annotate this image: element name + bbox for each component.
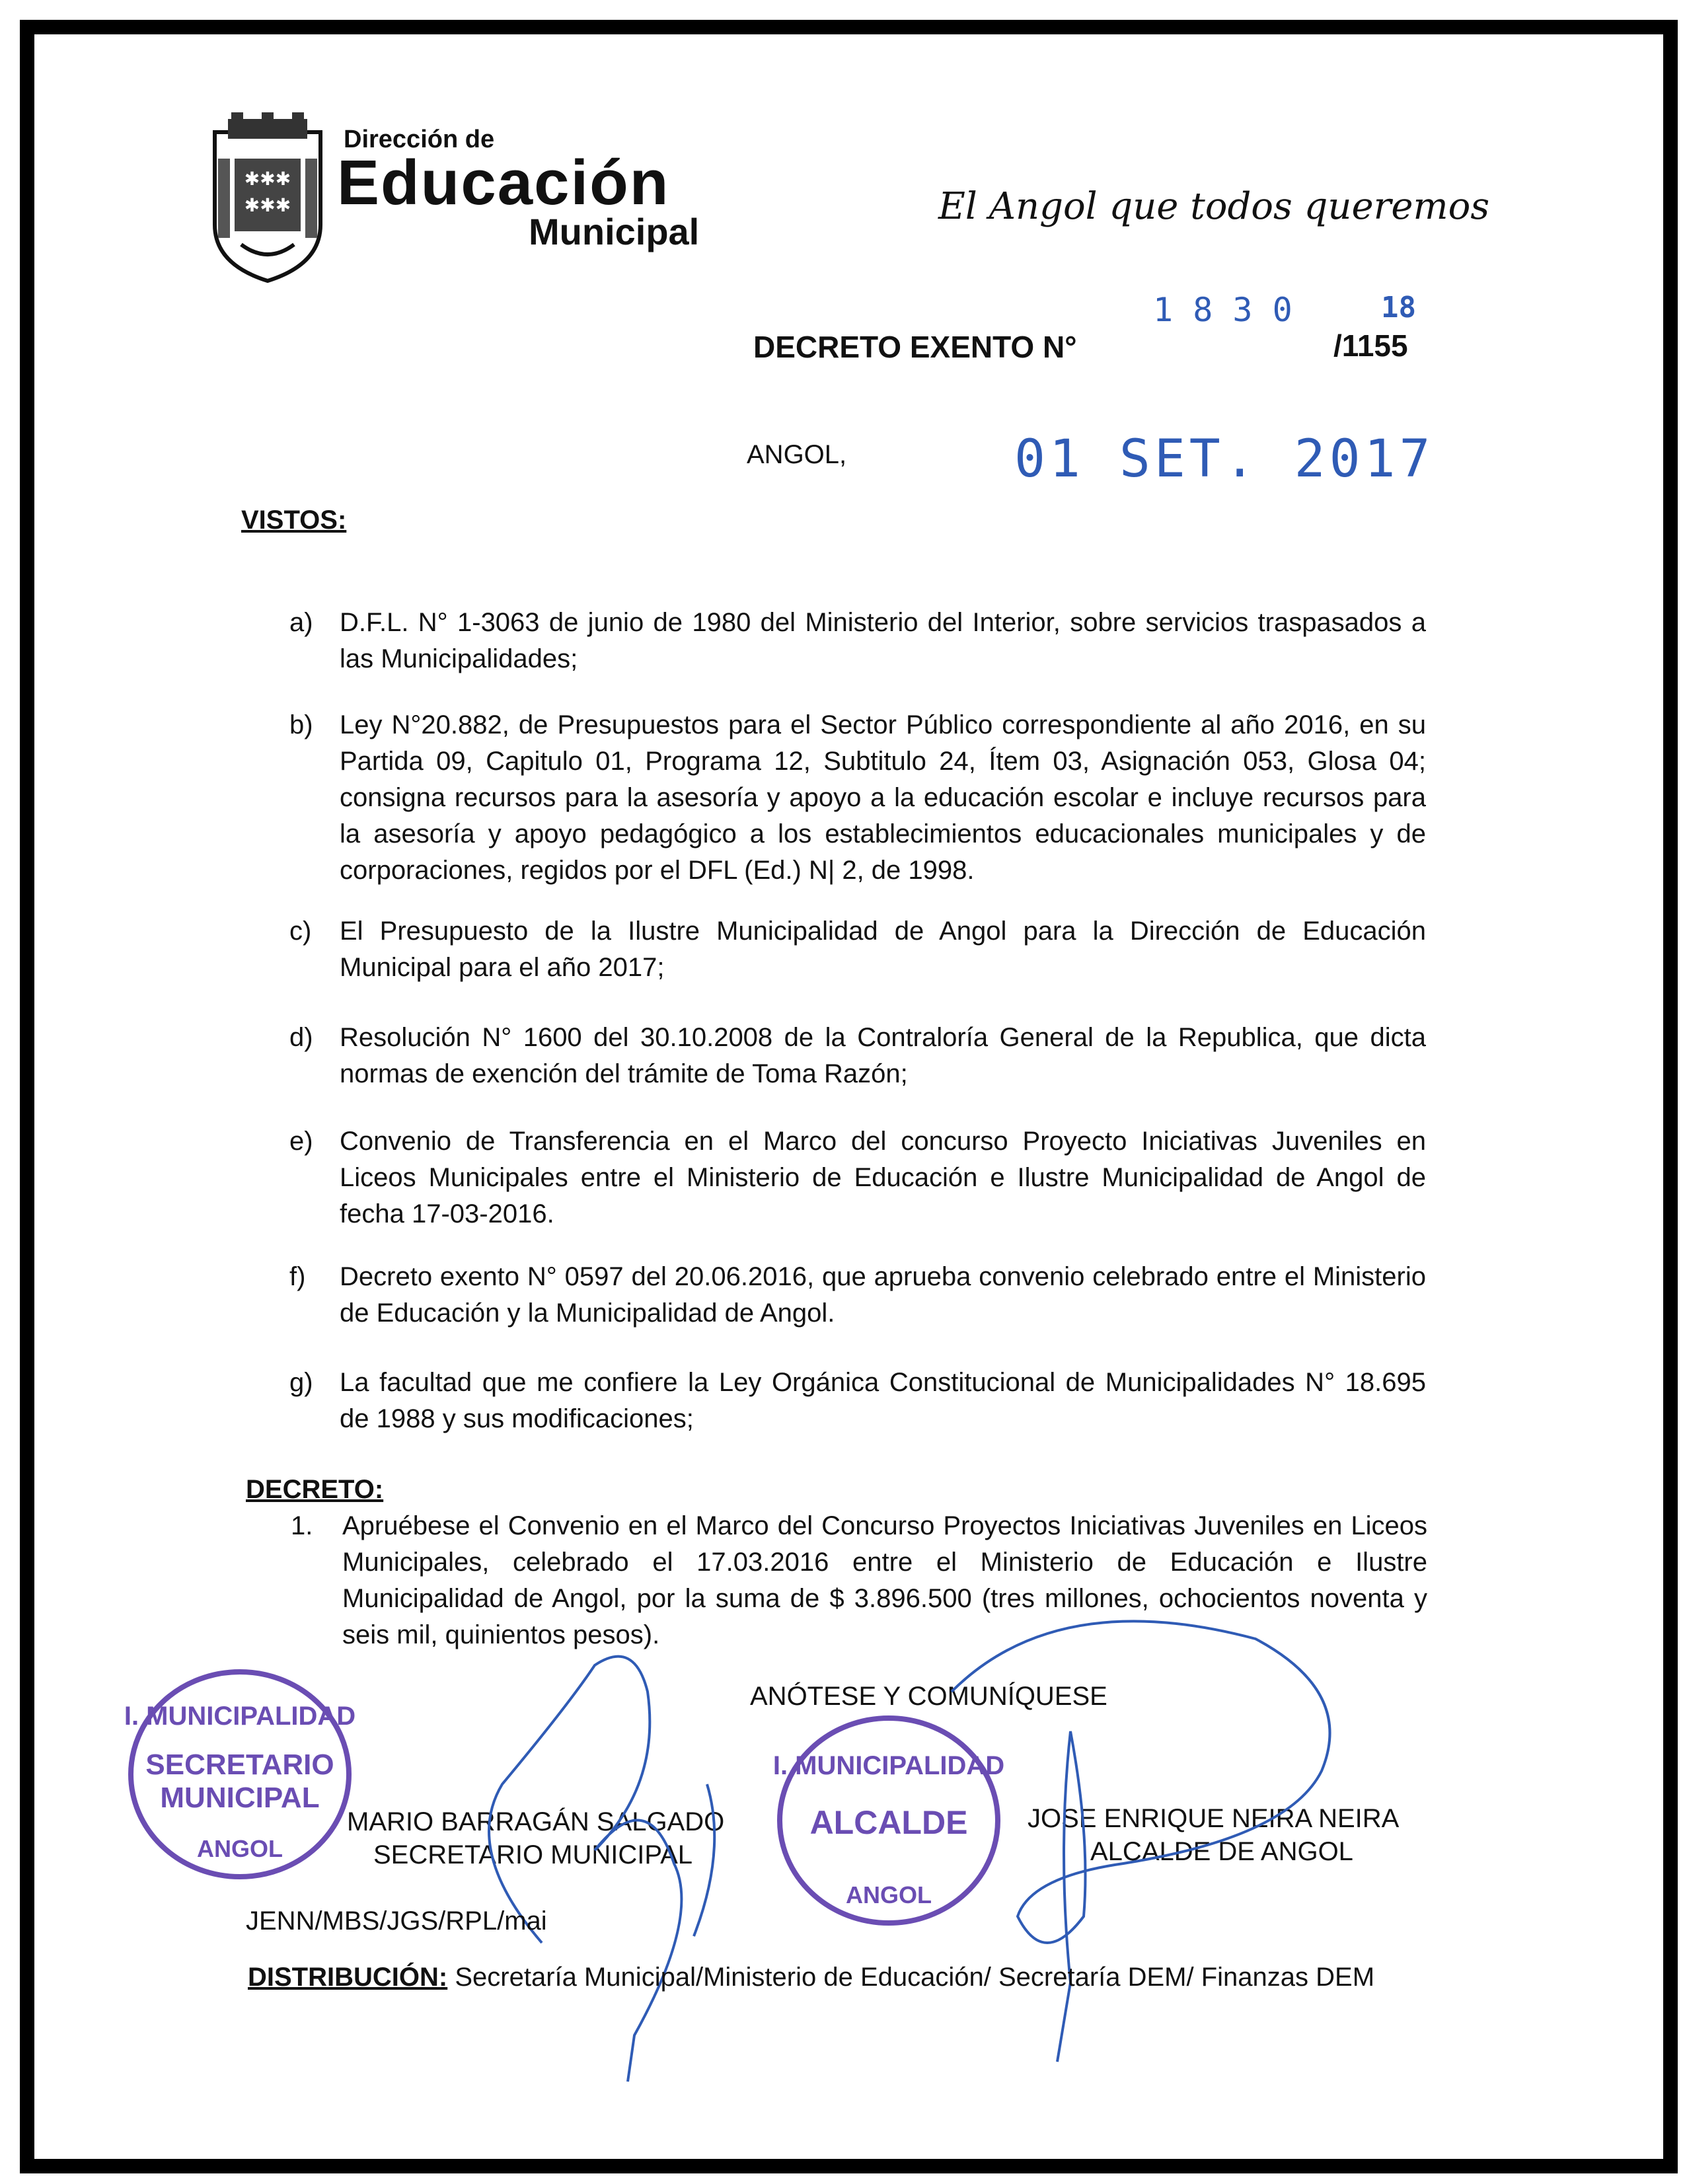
- item-text: El Presupuesto de la Ilustre Municipalidad de Angol para la Dirección de Educación Municipal para el año 2017;: [340, 917, 1426, 982]
- seal-mid-text: ALCALDE: [809, 1804, 968, 1841]
- date-stamp: 01 SET. 2017: [1014, 430, 1435, 489]
- seal-mid-text-1: SECRETARIO: [145, 1749, 334, 1781]
- vistos-item-d: [289, 1020, 1426, 1092]
- item-letter: e): [289, 1127, 313, 1156]
- svg-text:✱✱✱: ✱✱✱: [244, 194, 291, 216]
- logo-line-3: Municipal: [529, 211, 700, 252]
- left-signatory-name: MARIO BARRAGÁN SALGADO: [347, 1807, 725, 1836]
- svg-text:✱✱✱: ✱✱✱: [244, 168, 291, 190]
- item-letter: c): [289, 917, 312, 946]
- item-letter: d): [289, 1023, 313, 1052]
- vistos-item-g: [289, 1365, 1426, 1437]
- decree-title: DECRETO EXENTO N°: [753, 330, 1077, 364]
- seal-bottom-text: ANGOL: [197, 1835, 283, 1862]
- vistos-item-b: [289, 707, 1426, 889]
- vistos-item-e: [289, 1123, 1426, 1232]
- logo-line-1: Dirección de: [344, 126, 495, 153]
- item-letter: b): [289, 710, 313, 739]
- logo-line-2: Educación: [337, 147, 670, 218]
- stamped-number: 1 8 3 0: [1153, 291, 1292, 329]
- right-signatory-title: ALCALDE DE ANGOL: [1090, 1837, 1353, 1866]
- seal-top-text: I. MUNICIPALIDAD: [773, 1751, 1004, 1780]
- item-text: Apruébese el Convenio en el Marco del Concurso Proyectos Iniciativas Juveniles en Liceos Municipales, celebrado el 17.03.2016 entre el Ministerio de Educación e Ilustre Municipalidad de Angol, por la suma de $ 3.896.500 (tres millones, ochocientos noventa y seis mil, quinientos pesos).: [342, 1511, 1427, 1649]
- coat-of-arms-logo: [202, 112, 334, 284]
- item-text: Decreto exento N° 0597 del 20.06.2016, que aprueba convenio celebrado entre el Ministerio de Educación y la Municipalidad de Angol.: [340, 1262, 1426, 1328]
- slogan: El Angol que todos queremos: [938, 185, 1490, 228]
- vistos-heading: VISTOS:: [241, 506, 347, 535]
- alcalde-seal: [773, 1712, 1004, 1930]
- decreto-heading: DECRETO:: [246, 1475, 384, 1504]
- item-letter: g): [289, 1368, 313, 1397]
- seal-top-text: I. MUNICIPALIDAD: [124, 1702, 356, 1731]
- secretario-seal: [124, 1665, 356, 1883]
- distribution-text: Secretaría Municipal/Ministerio de Educación/ Secretaría DEM/ Finanzas DEM: [455, 1963, 1375, 1992]
- distribution-line: [248, 1963, 1374, 1992]
- initials: JENN/MBS/JGS/RPL/mai: [246, 1906, 547, 1936]
- seal-mid-text-2: MUNICIPAL: [160, 1782, 320, 1814]
- left-signatory-title: SECRETARIO MUNICIPAL: [373, 1840, 693, 1869]
- item-letter: f): [289, 1262, 306, 1291]
- seal-bottom-text: ANGOL: [846, 1881, 932, 1908]
- decree-number-suffix: /1155: [1333, 328, 1408, 363]
- vistos-item-a: [289, 605, 1426, 677]
- item-text: La facultad que me confiere la Ley Orgánica Constitucional de Municipalidades N° 18.695 de 1988 y sus modificaciones;: [340, 1368, 1426, 1433]
- item-text: Ley N°20.882, de Presupuestos para el Sector Público correspondiente al año 2016, en su Partida 09, Capitulo 01, Programa 12, Subtitulo 24, Ítem 03, Asignación 053, Glosa 04; consigna recursos para la asesoría y apoyo a la educación escolar e incluye recursos para la asesoría y apoyo pedagógico a los establecimientos educacionales municipales y de corporaciones, regidos por el DFL (Ed.) N| 2, de 1998.: [340, 710, 1426, 885]
- item-text: Convenio de Transferencia en el Marco del concurso Proyecto Iniciativas Juveniles en Liceos Municipales entre el Ministerio de Educación e Ilustre Municipalidad de Angol de fecha 17-03-2016.: [340, 1127, 1426, 1228]
- place-label: ANGOL,: [747, 440, 847, 469]
- closing-formula: ANÓTESE Y COMUNÍQUESE: [750, 1682, 1107, 1711]
- item-letter: a): [289, 608, 313, 637]
- item-number: 1.: [291, 1511, 313, 1540]
- stamped-year: 18: [1381, 291, 1416, 324]
- decreto-item-1: [291, 1508, 1427, 1653]
- item-text: D.F.L. N° 1-3063 de junio de 1980 del Ministerio del Interior, sobre servicios traspasados a las Municipalidades;: [340, 608, 1426, 673]
- item-text: Resolución N° 1600 del 30.10.2008 de la Contraloría General de la Republica, que dicta normas de exención del trámite de Toma Razón;: [340, 1023, 1426, 1088]
- right-signatory-name: JOSE ENRIQUE NEIRA NEIRA: [1028, 1804, 1400, 1833]
- vistos-item-f: [289, 1259, 1426, 1332]
- distribution-label: DISTRIBUCIÓN:: [248, 1963, 448, 1992]
- vistos-item-c: [289, 913, 1426, 986]
